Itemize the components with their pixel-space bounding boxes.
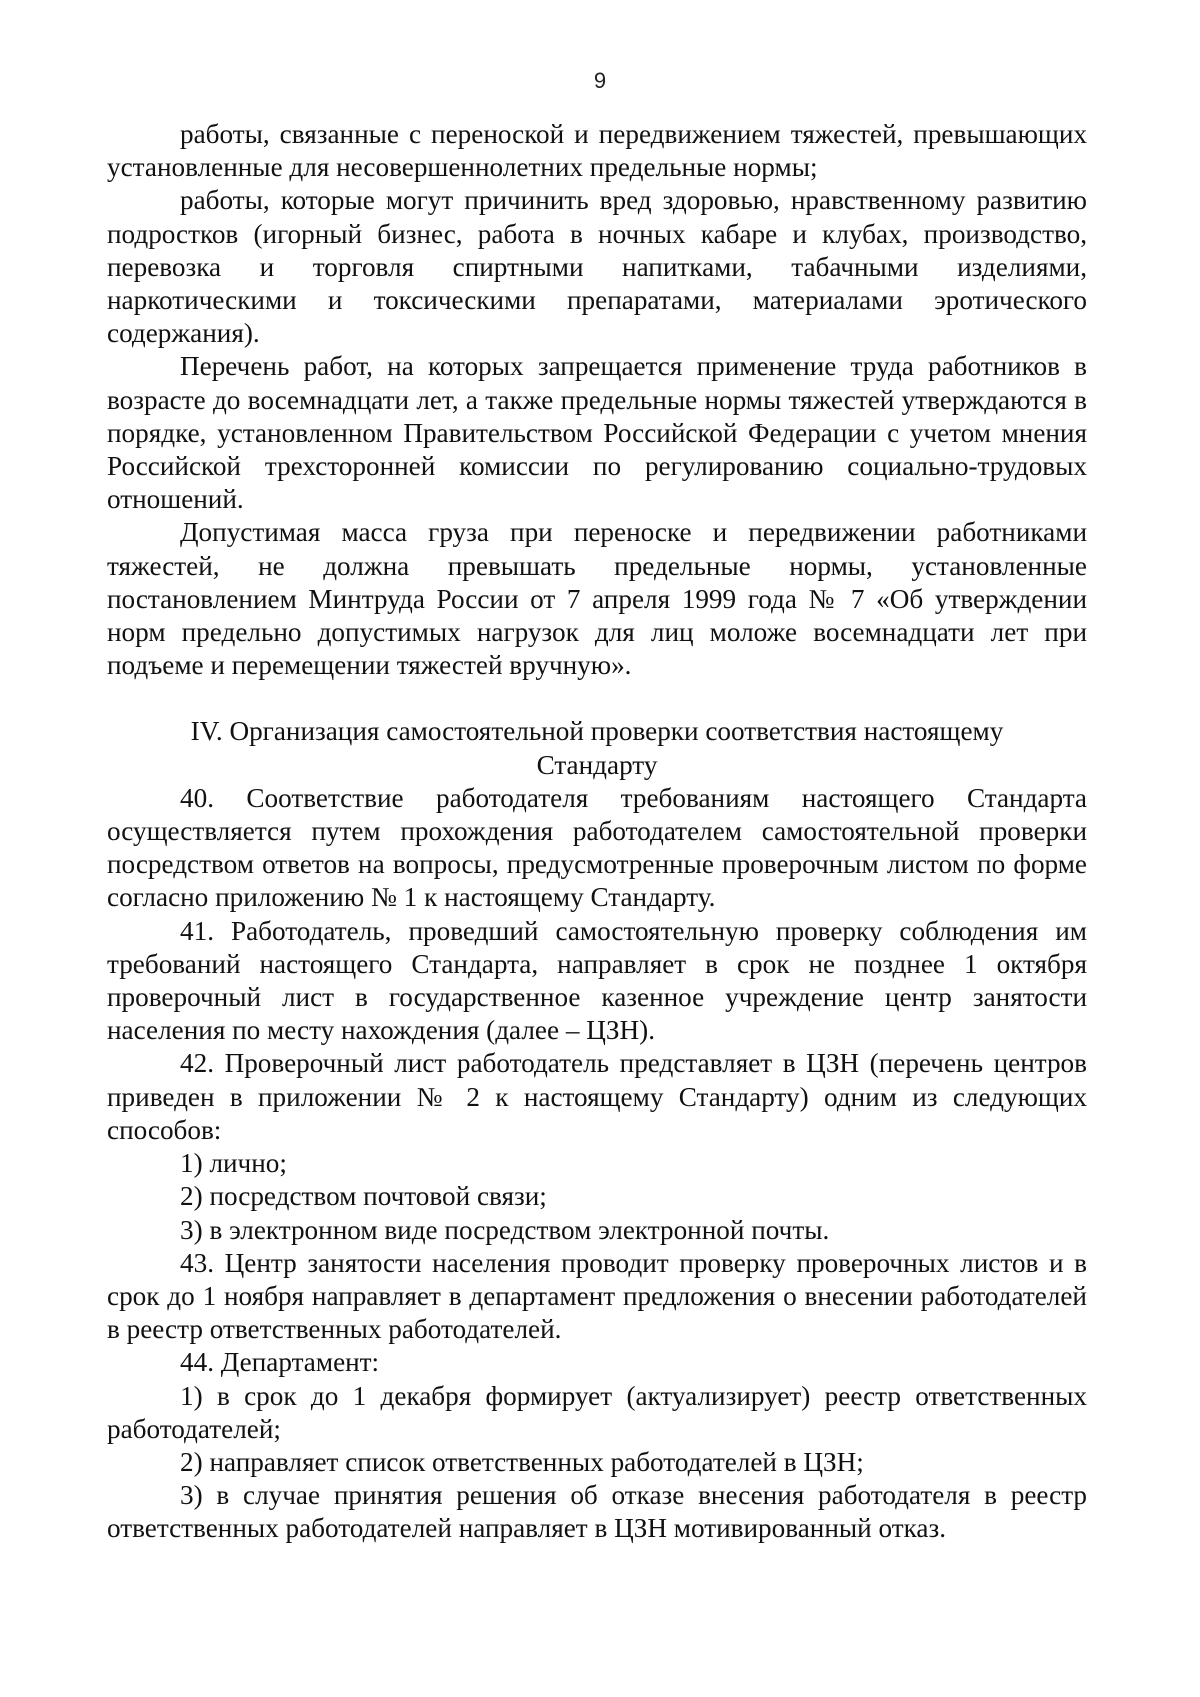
clause-40: 40. Соответствие работодателя требованиям настоящего Стандарта осуществляется путем прохождения работодателем самостоятельной проверки посредством ответов на вопросы, предусмотренные проверочным листом по форме согласно приложению № 1 к настоящему Стандарту. <box>107 782 1087 913</box>
paragraph-work-list: Перечень работ, на которых запрещается применение труда работников в возрасте до восемнадцати лет, а также предельные нормы тяжестей утверждаются в порядке, установленном Правительством Российской Федерации с учетом мнения Российской трехсторонней комиссии по регулированию социально-трудовых отношений. <box>107 351 1087 515</box>
clause-43: 43. Центр занятости населения проводит проверку проверочных листов и в срок до 1 ноября направляет в департамент предложения о внесении работодателей в реестр ответственных работодателей. <box>107 1247 1087 1345</box>
clause-42-item-1: 1) лично; <box>180 1148 287 1179</box>
section-heading-line-2: Стандарту <box>536 749 658 780</box>
clause-44-item-2: 2) направляет список ответственных работодателей в ЦЗН; <box>180 1446 864 1477</box>
document-body <box>107 118 1087 1546</box>
paragraph-harmful-work: работы, которые могут причинить вред здоровью, нравственному развитию подростков (игорный бизнес, работа в ночных кабаре и клубах, производство, перевозка и торговля спиртными напитками, табачными изделиями, наркотическими и токсическими препаратами, материалами эротического содержания). <box>107 185 1087 349</box>
section-heading-line-1: IV. Организация самостоятельной проверки соответствия настоящему <box>190 716 1004 747</box>
section-heading <box>107 715 1087 781</box>
clause-41: 41. Работодатель, проведший самостоятельную проверку соблюдения им требований настоящего Стандарта, направляет в срок не позднее 1 октября проверочный лист в государственное казенное учреждение центр занятости населения по месту нахождения (далее – ЦЗН). <box>107 915 1087 1046</box>
clause-42-item-3: 3) в электронном виде посредством электронной почты. <box>180 1214 830 1245</box>
page-number: 9 <box>593 68 607 93</box>
paragraph-allowed-mass: Допустимая масса груза при переноске и передвижении работниками тяжестей, не должна превышать предельные нормы, установленные постановлением Минтруда России от 7 апреля 1999 года № 7 «Об утверждении норм предельно допустимых нагрузок для лиц моложе восемнадцати лет при подъеме и перемещении тяжестей вручную». <box>107 517 1087 681</box>
paragraph-heavy-loads: работы, связанные с переноской и передвижением тяжестей, превышающих установленные для несовершеннолетних предельные нормы; <box>107 119 1087 183</box>
clause-42-item-2: 2) посредством почтовой связи; <box>180 1181 547 1212</box>
clause-42: 42. Проверочный лист работодатель представляет в ЦЗН (перечень центров приведен в приложении № 2 к настоящему Стандарту) одним из следующих способов: <box>107 1048 1087 1145</box>
clause-44-item-3: 3) в случае принятия решения об отказе внесения работодателя в реестр ответственных работодателей направляет в ЦЗН мотивированный отказ. <box>107 1480 1087 1544</box>
clause-44-item-1: 1) в срок до 1 декабря формирует (актуализирует) реестр ответственных работодателей; <box>107 1380 1087 1444</box>
clause-44: 44. Департамент: <box>180 1347 380 1378</box>
